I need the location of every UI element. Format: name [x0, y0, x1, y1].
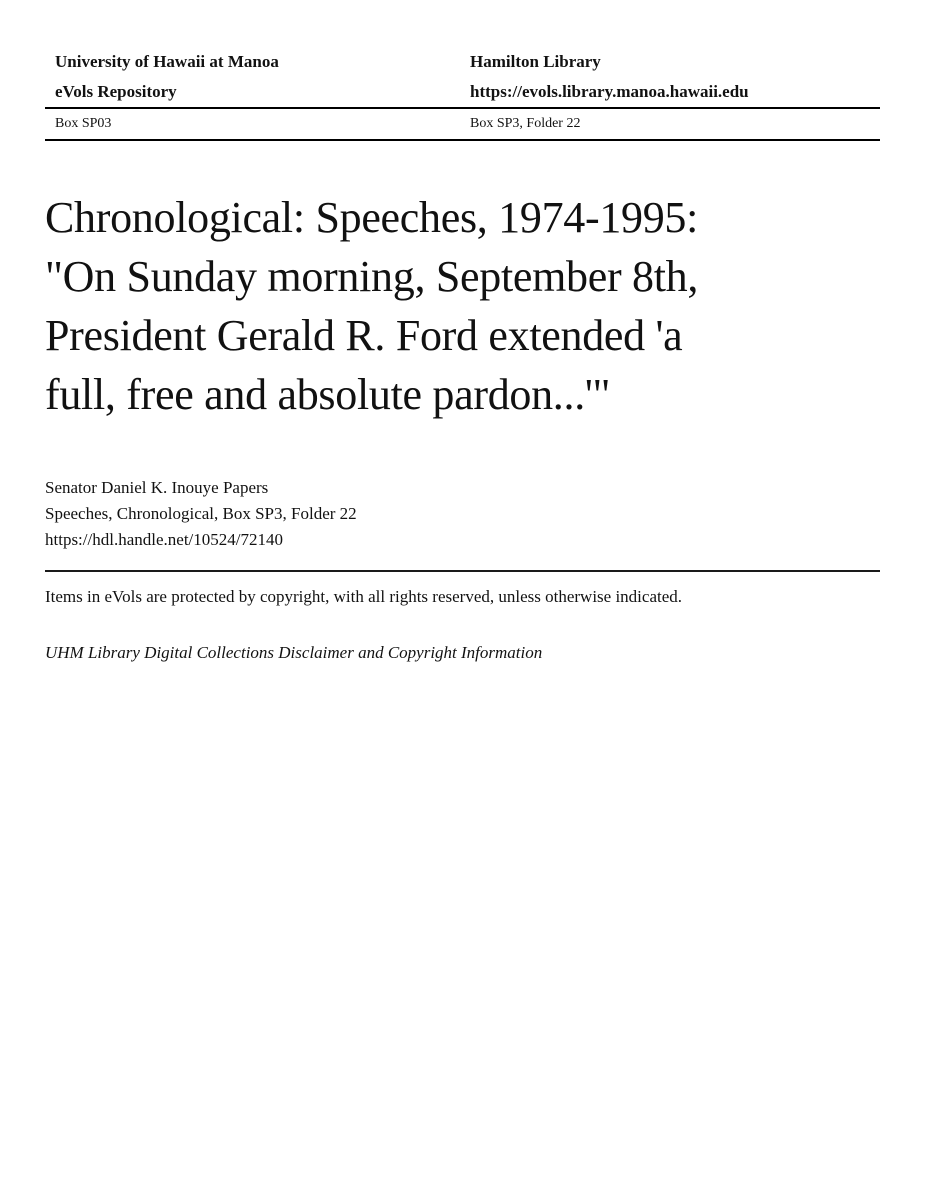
document-title: [45, 188, 698, 424]
box-label: Box SP03: [55, 116, 112, 131]
disclaimer-copyright-link[interactable]: UHM Library Digital Collections Disclaimer and Copyright Information: [45, 643, 543, 662]
title-line-4: full, free and absolute pardon...'": [45, 370, 611, 419]
box-folder-label: Box SP3, Folder 22: [470, 116, 581, 131]
item-metadata: [45, 475, 357, 553]
series-location: Speeches, Chronological, Box SP3, Folder 22: [45, 504, 357, 523]
box-info-row: [45, 109, 880, 139]
collection-name: Senator Daniel K. Inouye Papers: [45, 478, 269, 497]
footer-divider: [45, 570, 880, 572]
repository-name: eVols Repository: [55, 82, 177, 101]
header-rule-bottom: [45, 139, 880, 141]
header-top-row: [45, 47, 880, 107]
institution-name: University of Hawaii at Manoa: [55, 52, 279, 71]
library-name: Hamilton Library: [470, 52, 601, 71]
title-line-3: President Gerald R. Ford extended 'a: [45, 311, 683, 360]
rights-statement: Items in eVols are protected by copyright, with all rights reserved, unless otherwise indicated.: [45, 587, 683, 606]
header: [45, 47, 880, 141]
header-right-column: [470, 47, 880, 107]
header-left-column: [55, 47, 470, 107]
handle-url-link[interactable]: https://hdl.handle.net/10524/72140: [45, 530, 283, 549]
title-line-1: Chronological: Speeches, 1974-1995:: [45, 193, 699, 242]
title-line-2: "On Sunday morning, September 8th,: [45, 252, 699, 301]
repository-url-link[interactable]: https://evols.library.manoa.hawaii.edu: [470, 82, 749, 101]
